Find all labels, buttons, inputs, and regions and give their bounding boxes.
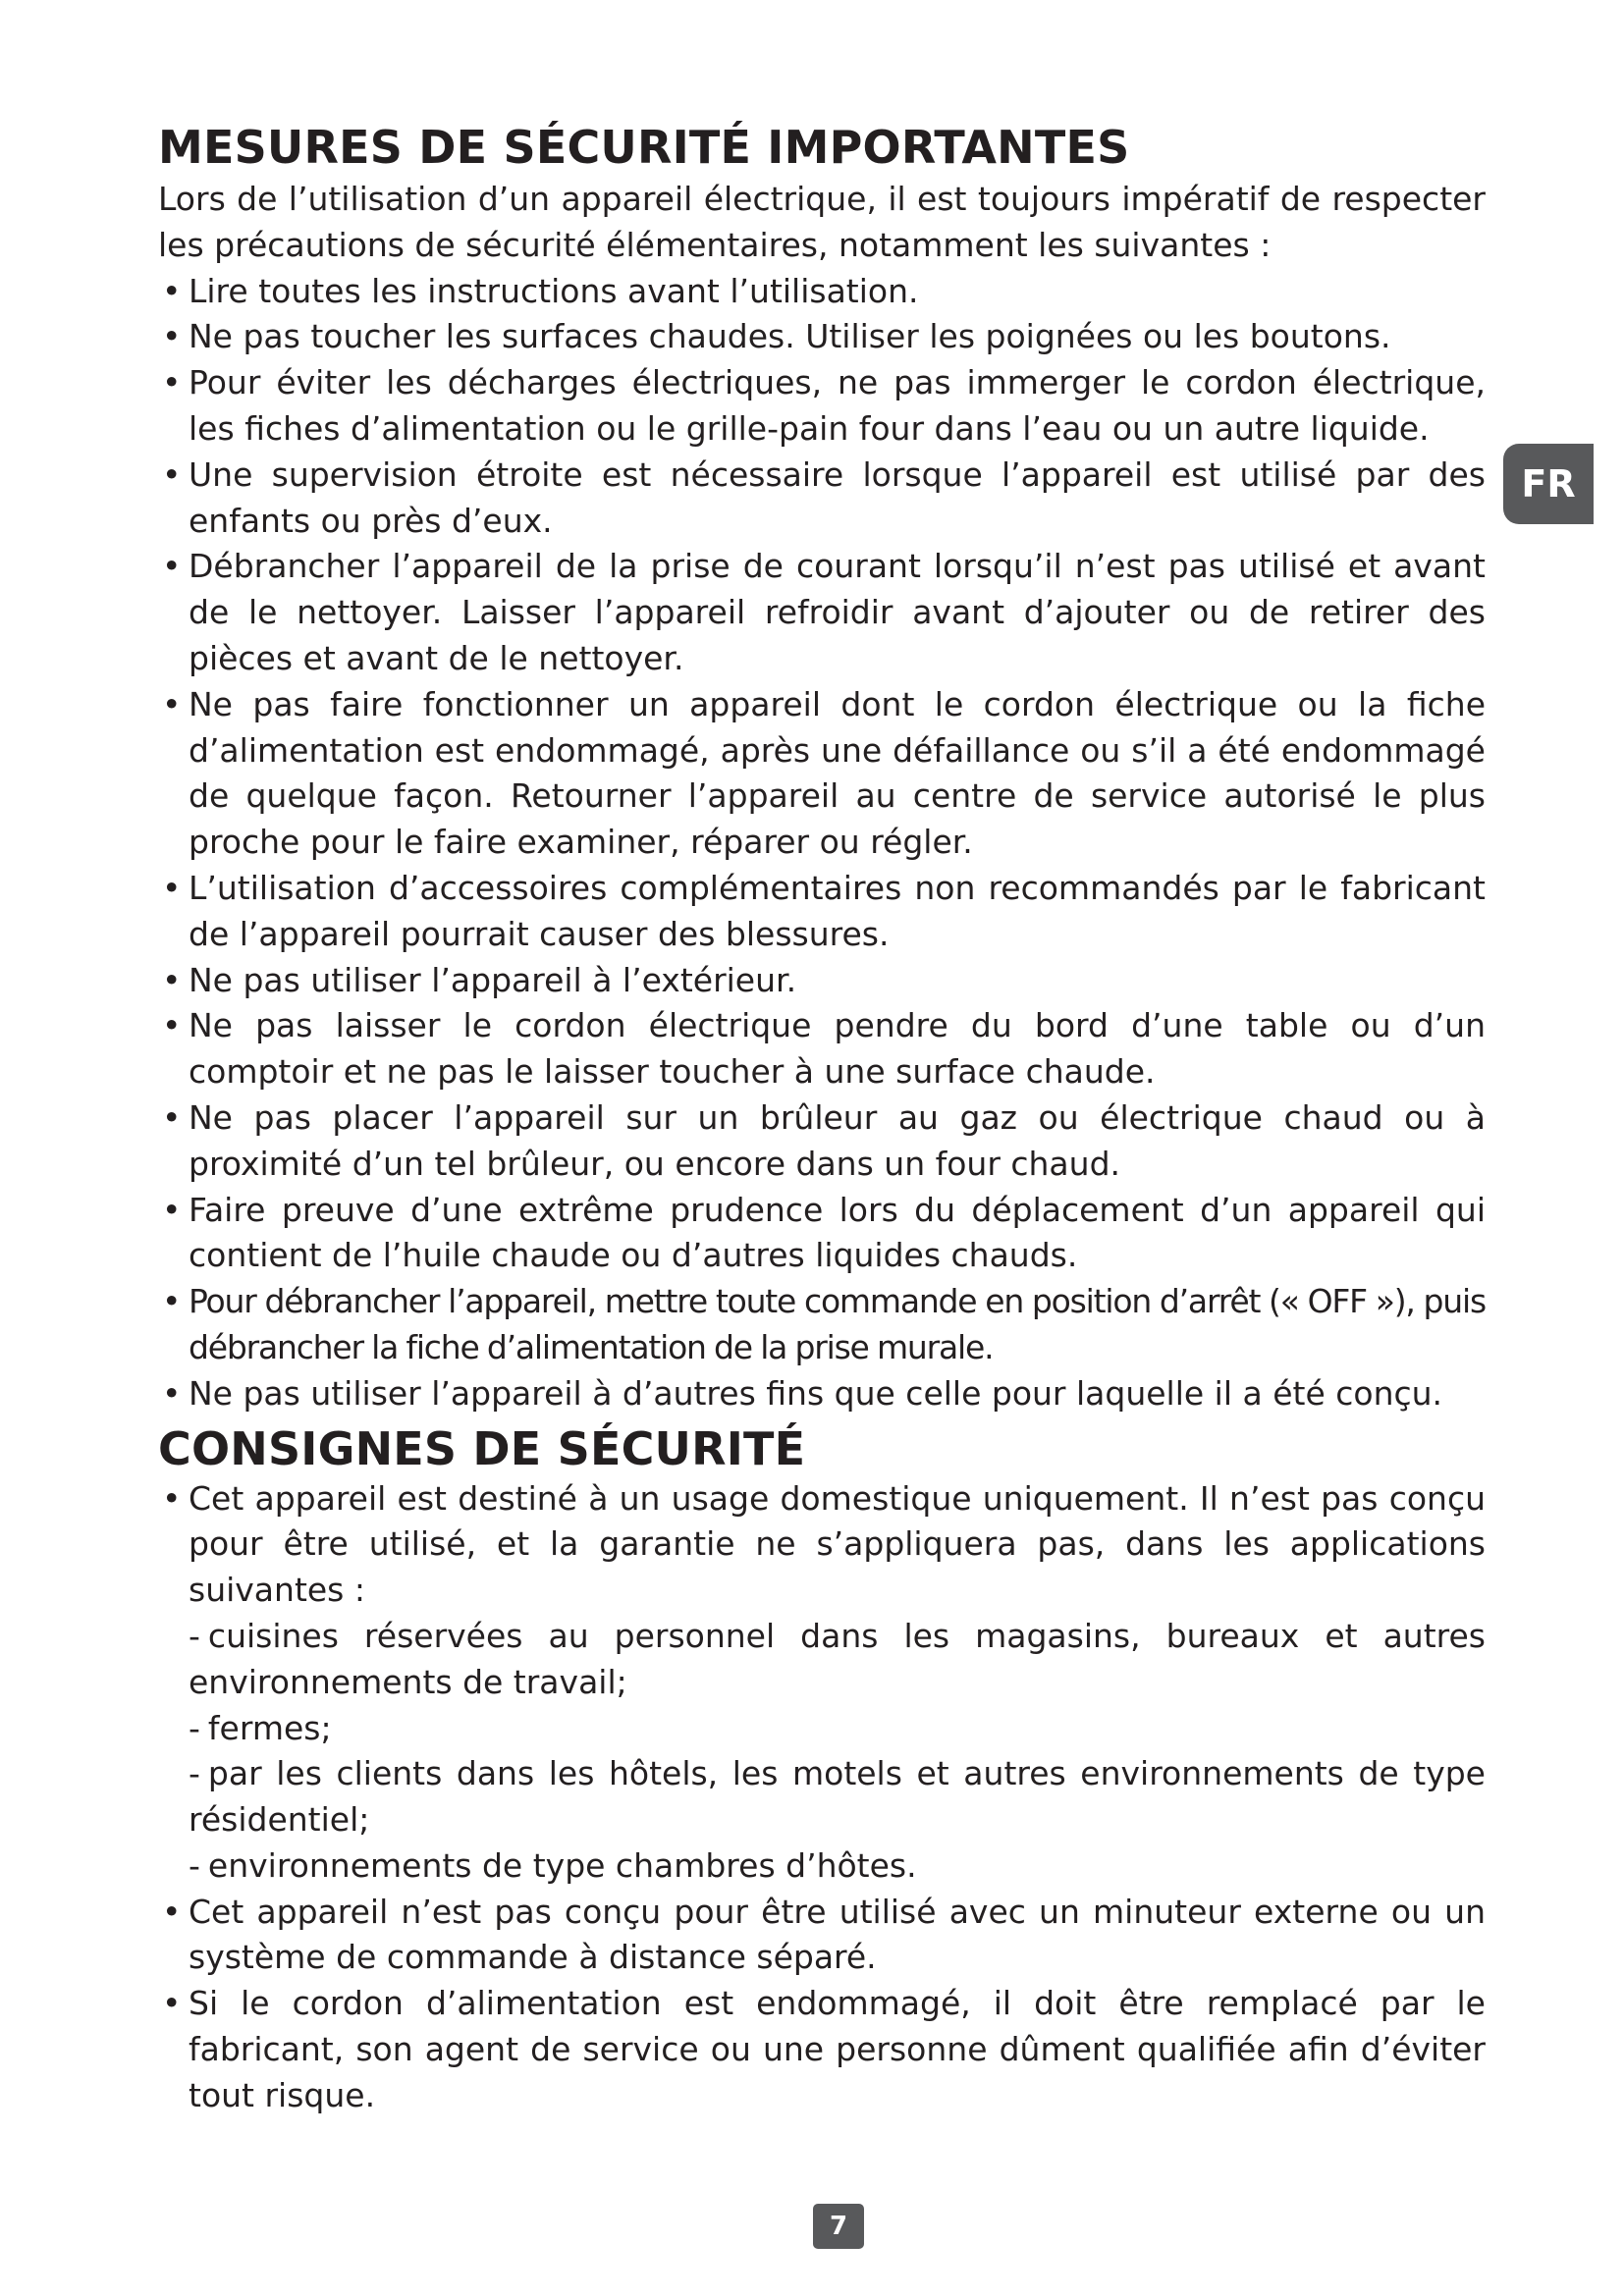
- bullet-icon: •: [162, 454, 182, 494]
- section-title-important-safety: MESURES DE SÉCURITÉ IMPORTANTES: [158, 121, 1130, 174]
- dash-icon: -: [189, 1616, 200, 1655]
- list-item: • Pour débrancher l’appareil, mettre toute commande en position d’arrêt (« OFF »), puis débrancher la fiche d’alimentation de la prise murale.: [158, 1279, 1486, 1371]
- bullet-icon: •: [162, 547, 182, 586]
- usage-exclusions-list: [158, 1614, 1486, 1890]
- dash-icon: -: [189, 1845, 200, 1885]
- bullet-icon: •: [162, 1478, 182, 1518]
- bullet-icon: •: [162, 271, 182, 310]
- bullet-icon: •: [162, 1984, 182, 2023]
- list-item: • Faire preuve d’une extrême prudence lors du déplacement d’un appareil qui contient de l’huile chaude ou d’autres liquides chauds.: [158, 1188, 1486, 1280]
- page-number-badge: 7: [813, 2204, 864, 2249]
- sub-list-item: - environnements de type chambres d’hôtes.: [189, 1845, 917, 1885]
- list-item: • Si le cordon d’alimentation est endommagé, il doit être remplacé par le fabricant, son agent de service ou une personne dûment qualifiée afin d’éviter tout risque.: [158, 1981, 1486, 2118]
- list-item: • Cet appareil est destiné à un usage domestique uniquement. Il n’est pas conçu pour être utilisé, et la garantie ne s’appliquera pas, dans les applications suivantes :: [158, 1476, 1486, 1614]
- bullet-icon: •: [162, 1373, 182, 1413]
- list-item: • Une supervision étroite est nécessaire lorsque l’appareil est utilisé par des enfants ou près d’eux.: [158, 453, 1486, 545]
- dash-icon: -: [189, 1708, 200, 1747]
- safety-instructions-list-continued: [158, 1890, 1486, 2119]
- bullet-icon: •: [162, 960, 182, 999]
- list-item: • Ne pas laisser le cordon électrique pendre du bord d’une table ou d’un comptoir et ne pas le laisser toucher à une surface chaude.: [158, 1003, 1486, 1095]
- dash-icon: -: [189, 1754, 200, 1793]
- bullet-icon: •: [162, 684, 182, 723]
- list-item: • Ne pas placer l’appareil sur un brûleur au gaz ou électrique chaud ou à proximité d’un tel brûleur, ou encore dans un four chaud.: [158, 1095, 1486, 1188]
- list-item: • Ne pas faire fonctionner un appareil dont le cordon électrique ou la fiche d’alimentation est endommagé, après une défaillance ou s’il a été endommagé de quelque façon. Retourner l’appareil au centre de service autorisé le plus proche pour le faire examiner, réparer ou régler.: [158, 682, 1486, 866]
- sub-list-item: - cuisines réservées au personnel dans les magasins, bureaux et autres environnements de travail;: [189, 1616, 1486, 1701]
- document-page: [158, 120, 1486, 2119]
- bullet-icon: •: [162, 363, 182, 402]
- bullet-icon: •: [162, 1006, 182, 1045]
- bullet-icon: •: [162, 1892, 182, 1931]
- important-safety-list: [158, 269, 1486, 1417]
- list-item: • Ne pas utiliser l’appareil à d’autres fins que celle pour laquelle il a été conçu.: [158, 1371, 1486, 1417]
- safety-instructions-list: [158, 1476, 1486, 1614]
- list-item: • Ne pas utiliser l’appareil à l’extérieur.: [158, 958, 1486, 1004]
- sub-list-item: - par les clients dans les hôtels, les motels et autres environnements de type résidentiel;: [189, 1754, 1486, 1840]
- sub-list-item: - fermes;: [189, 1708, 332, 1747]
- list-item: • Ne pas toucher les surfaces chaudes. Utiliser les poignées ou les boutons.: [158, 314, 1486, 360]
- section-intro: Lors de l’utilisation d’un appareil électrique, il est toujours impératif de respecter les précautions de sécurité élémentaires, notamment les suivantes :: [158, 180, 1486, 264]
- list-item: • Lire toutes les instructions avant l’utilisation.: [158, 269, 1486, 315]
- bullet-icon: •: [162, 1097, 182, 1137]
- bullet-icon: •: [162, 868, 182, 907]
- bullet-icon: •: [162, 1190, 182, 1229]
- list-item: • Pour éviter les décharges électriques, ne pas immerger le cordon électrique, les fiches d’alimentation ou le grille-pain four dans l’eau ou un autre liquide.: [158, 360, 1486, 453]
- list-item: • Cet appareil n’est pas conçu pour être utilisé avec un minuteur externe ou un système de commande à distance séparé.: [158, 1890, 1486, 1982]
- language-tab-fr: FR: [1503, 444, 1594, 524]
- section-title-safety-instructions: CONSIGNES DE SÉCURITÉ: [158, 1421, 806, 1475]
- list-item: • Débrancher l’appareil de la prise de courant lorsqu’il n’est pas utilisé et avant de le nettoyer. Laisser l’appareil refroidir avant d’ajouter ou de retirer des pièces et avant de le nettoyer.: [158, 544, 1486, 681]
- bullet-icon: •: [162, 1282, 181, 1321]
- list-item: • L’utilisation d’accessoires complémentaires non recommandés par le fabricant de l’appareil pourrait causer des blessures.: [158, 866, 1486, 958]
- bullet-icon: •: [162, 317, 182, 356]
